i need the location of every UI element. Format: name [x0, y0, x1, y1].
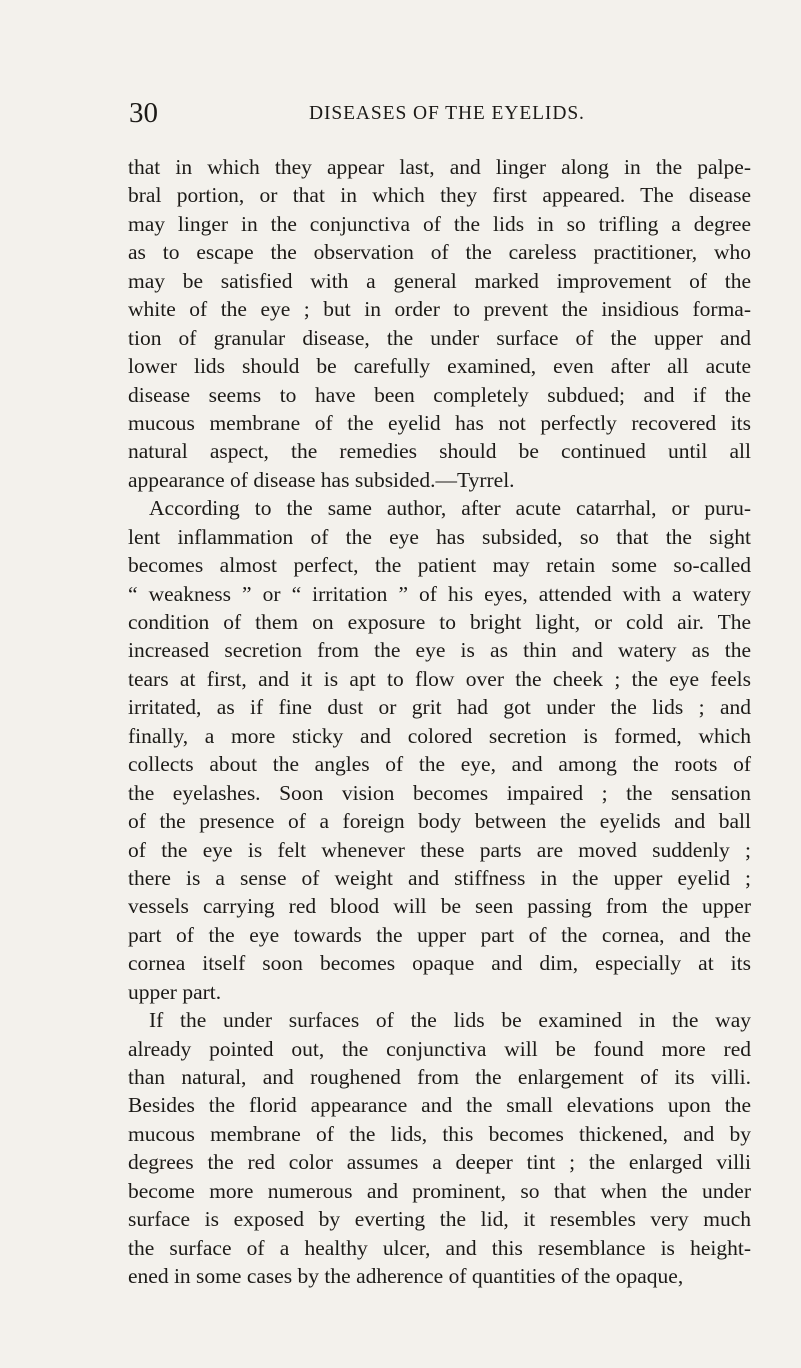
text-line: collects about the angles of the eye, and among the roots of: [128, 752, 751, 777]
text-line: may linger in the conjunctiva of the lids in so trifling a degree: [128, 211, 751, 236]
text-line: that in which they appear last, and linger along in the palpe-: [128, 155, 751, 179]
text-line: ened in some cases by the adherence of quantities of the opaque,: [128, 1264, 684, 1289]
text-line: already pointed out, the conjunctiva will be found more red: [128, 1036, 751, 1061]
text-line: there is a sense of weight and stiffness in the upper eyelid ;: [128, 865, 751, 890]
paragraph: [128, 1006, 751, 1290]
text-line: the surface of a healthy ulcer, and this resemblance is height-: [128, 1235, 751, 1260]
text-line: mucous membrane of the eyelid has not perfectly recovered its: [128, 410, 751, 435]
text-line: degrees the red color assumes a deeper tint ; the enlarged villi: [128, 1150, 751, 1175]
body-text: [128, 153, 751, 1291]
running-title: DISEASES OF THE EYELIDS.: [309, 103, 585, 124]
text-line: Besides the florid appearance and the small elevations upon the: [128, 1093, 751, 1118]
text-line: lower lids should be carefully examined, even after all acute: [128, 354, 751, 379]
running-head: [129, 95, 749, 131]
text-line: than natural, and roughened from the enlargement of its villi.: [128, 1065, 751, 1089]
text-line: “ weakness ” or “ irritation ” of his eyes, attended with a watery: [128, 581, 751, 606]
text-line: According to the same author, after acute catarrhal, or puru-: [149, 496, 751, 521]
page-number: 30: [129, 97, 158, 129]
paragraph: [128, 153, 751, 494]
text-line: surface is exposed by everting the lid, it resembles very much: [128, 1207, 751, 1232]
text-line: become more numerous and prominent, so that when the under: [128, 1178, 751, 1203]
text-line: lent inflammation of the eye has subsided, so that the sight: [128, 524, 751, 549]
text-line: cornea itself soon becomes opaque and dim, especially at its: [128, 951, 751, 976]
text-line: the eyelashes. Soon vision becomes impaired ; the sensation: [128, 780, 751, 805]
text-line: part of the eye towards the upper part of the cornea, and the: [128, 922, 751, 947]
text-line: tears at first, and it is apt to flow over the cheek ; the eye feels: [128, 666, 751, 691]
text-line: may be satisfied with a general marked improvement of the: [128, 268, 751, 293]
text-line: disease seems to have been completely subdued; and if the: [128, 382, 751, 407]
text-line: condition of them on exposure to bright light, or cold air. The: [128, 610, 751, 634]
text-line: If the under surfaces of the lids be examined in the way: [149, 1008, 751, 1033]
text-line: vessels carrying red blood will be seen passing from the upper: [128, 894, 751, 919]
text-line: upper part.: [128, 979, 222, 1004]
text-line: as to escape the observation of the careless practitioner, who: [128, 240, 751, 265]
paragraph: [128, 494, 751, 1006]
text-line: increased secretion from the eye is as thin and watery as the: [128, 638, 751, 663]
text-line: becomes almost perfect, the patient may retain some so-called: [128, 553, 751, 578]
text-line: white of the eye ; but in order to prevent the insidious forma-: [128, 297, 751, 322]
text-line: of the eye is felt whenever these parts are moved suddenly ;: [128, 837, 751, 862]
text-line: appearance of disease has subsided.—Tyrrel.: [128, 467, 515, 492]
text-line: finally, a more sticky and colored secretion is formed, which: [128, 723, 751, 748]
text-line: natural aspect, the remedies should be continued until all: [128, 439, 751, 464]
text-line: bral portion, or that in which they first appeared. The disease: [128, 183, 751, 208]
text-line: mucous membrane of the lids, this becomes thickened, and by: [128, 1121, 751, 1146]
text-line: tion of granular disease, the under surface of the upper and: [128, 325, 751, 350]
text-line: of the presence of a foreign body between the eyelids and ball: [128, 809, 751, 834]
text-line: irritated, as if fine dust or grit had got under the lids ; and: [128, 695, 751, 720]
